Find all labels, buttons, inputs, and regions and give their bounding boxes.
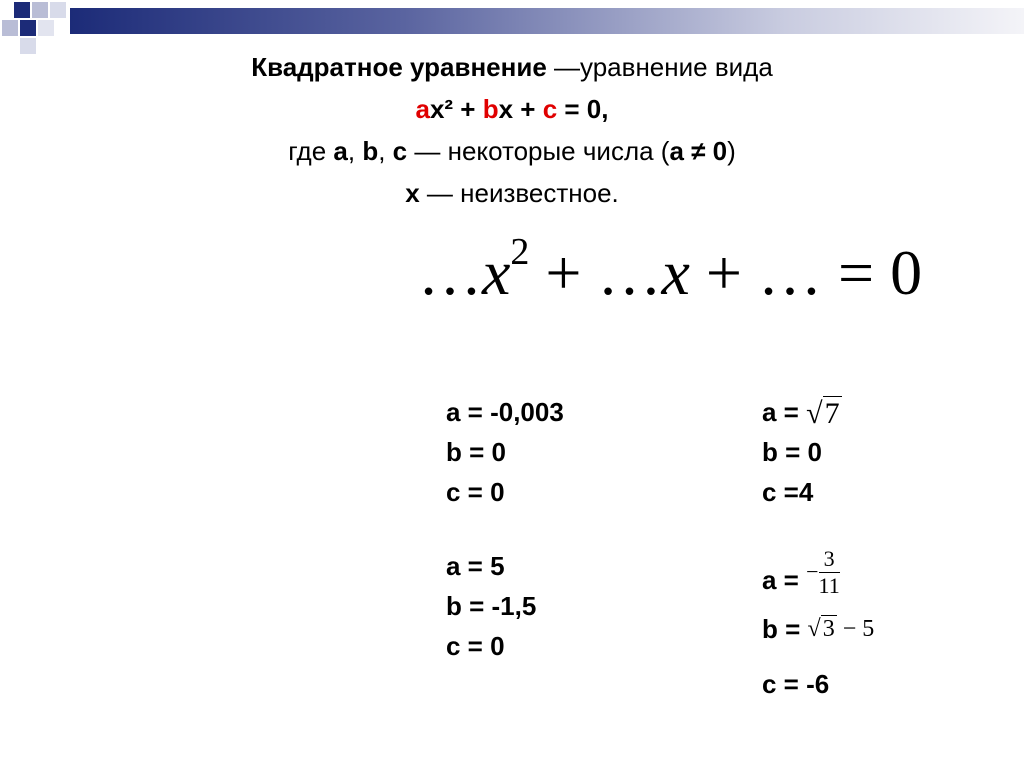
example-2 [446, 546, 536, 666]
definition-line-3: где a, b, c — некоторые числа (a ≠ 0) [288, 136, 736, 166]
example-1 [446, 392, 564, 512]
definition-line-1: Квадратное уравнение —уравнение вида [251, 52, 773, 82]
sqrt-three-minus-five: √3 − 5 [807, 616, 875, 642]
definition-line-4: x — неизвестное. [405, 178, 619, 208]
title-bar-gradient [70, 8, 1024, 34]
example-1-a: a = -0,003 [446, 397, 564, 427]
example-3-a: a = √7 [762, 392, 842, 432]
example-4-c: c = -6 [762, 669, 830, 699]
definition-heading [0, 46, 1024, 214]
example-2-a: a = 5 [446, 551, 505, 581]
fraction-three-eleven: $\frac{3}{11}$ [818, 545, 840, 598]
example-4-b: b = √3 − 5 [762, 606, 874, 652]
example-4-a: a = − $\frac{3}{11}$ [762, 545, 840, 598]
example-2-b: b = -1,5 [446, 591, 537, 621]
example-1-b: b = 0 [446, 437, 506, 467]
template-formula: $\dots x^2$ + …x + … = 0 [418, 230, 923, 308]
sqrt-seven: √7 [806, 397, 840, 431]
example-4 [762, 534, 874, 704]
example-1-c: c = 0 [446, 477, 505, 507]
example-3 [762, 392, 842, 512]
general-equation: ax² + bx + c = 0, [415, 94, 609, 124]
example-3-b: b = 0 [762, 437, 822, 467]
example-2-c: c = 0 [446, 631, 505, 661]
example-3-c: c =4 [762, 477, 814, 507]
